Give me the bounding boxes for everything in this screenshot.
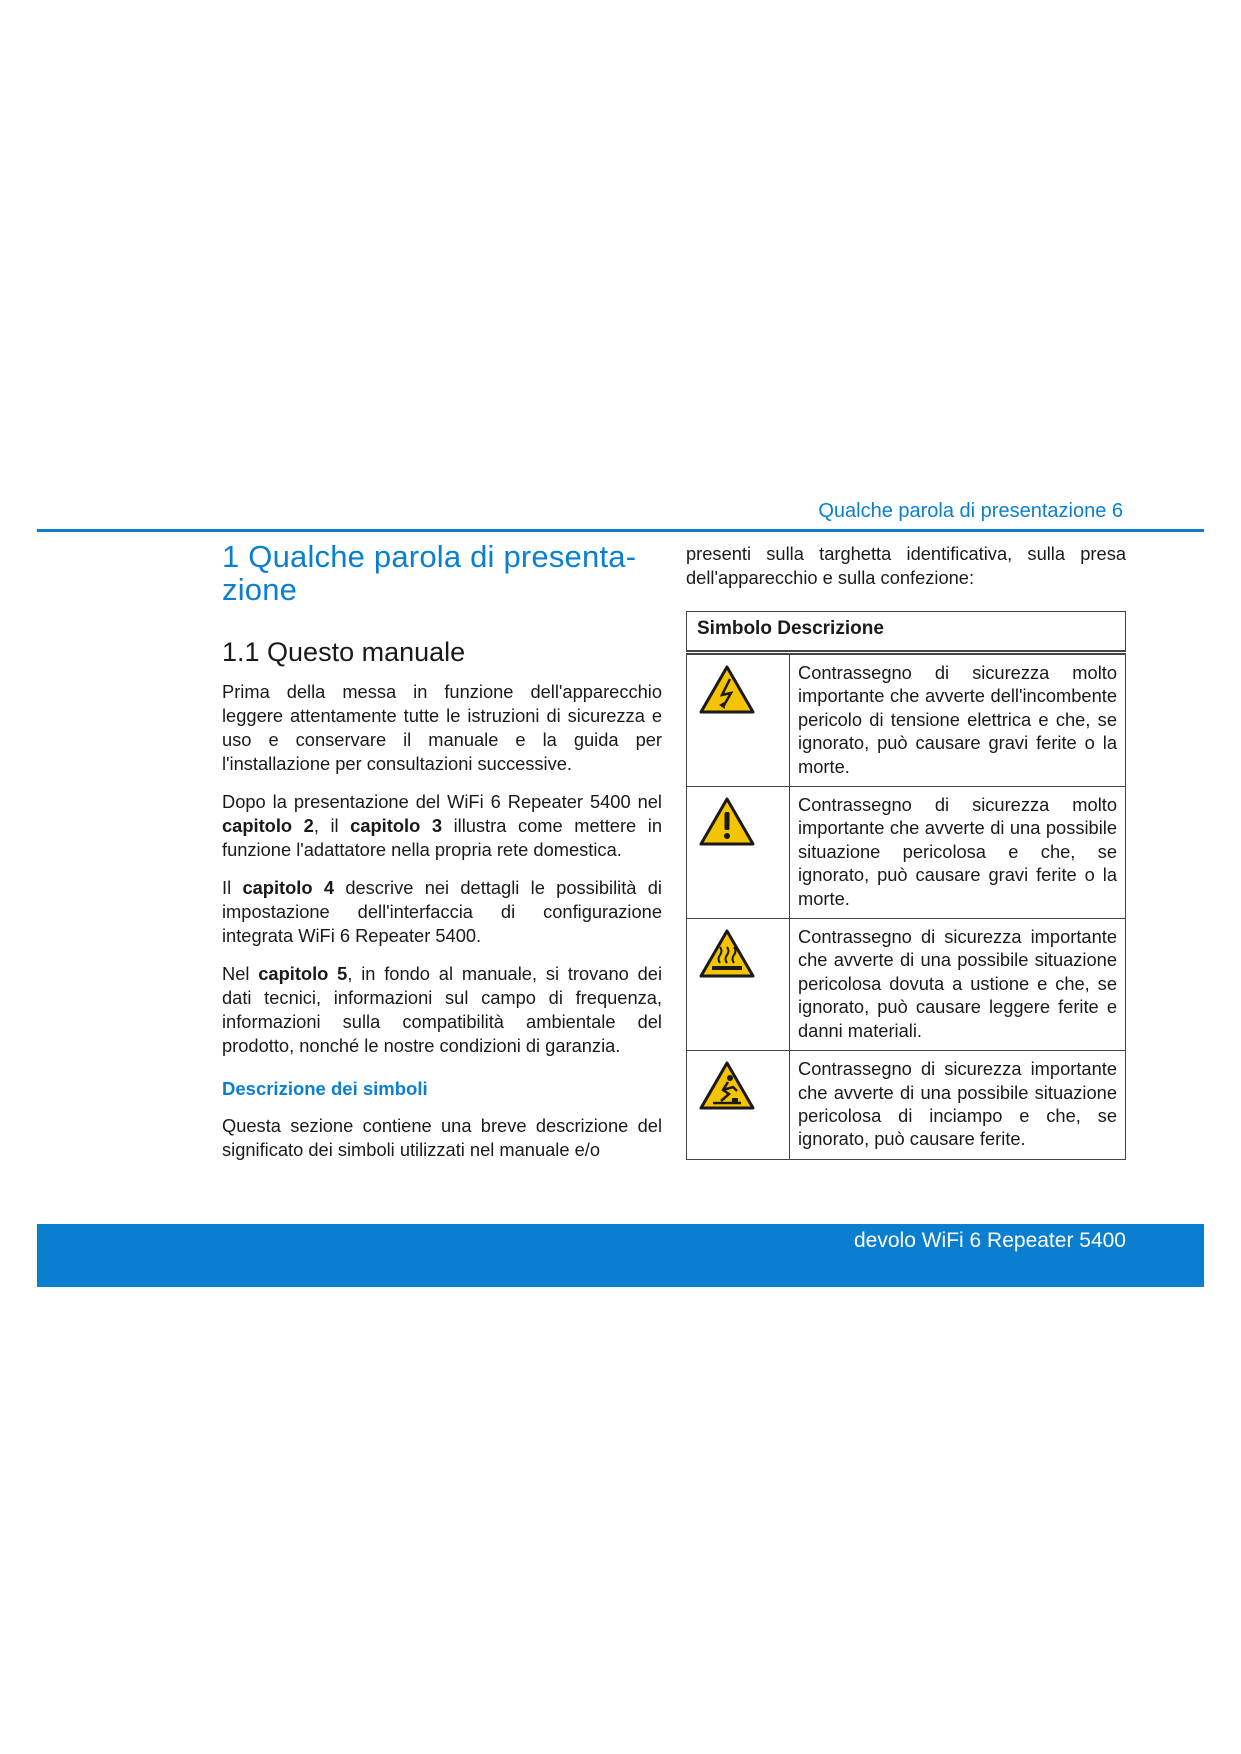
- description-cell: Contrassegno di sicurezza importante che avverte di una possibile situazione pericolosa dovuta a ustione e che, se ignorato, può causare leggere ferite e danni materiali.: [790, 919, 1126, 1051]
- page-header: [0, 0, 1241, 540]
- description-cell: Contrassegno di sicurezza importante che avverte di una possibile situazione pericolosa di inciampo e che, se ignorato, può causare ferite.: [790, 1051, 1126, 1160]
- description-cell: Contrassegno di sicurezza molto importante che avverte di una possibile situazione pericolosa e che, se ignorato, può causare gravi ferite o la morte.: [790, 787, 1126, 919]
- col-header-description: Descrizione: [777, 618, 884, 639]
- symbol-cell: [687, 1051, 790, 1160]
- running-head: Qualche parola di presentazione 6: [818, 500, 1123, 522]
- p4-text-c: , in fondo al manuale, si trovano dei dati tecnici, informazioni sul campo di frequenza, informazioni sulla compatibilità ambientale del prodotto, nonché le nostre condizioni di garanzia.: [222, 963, 663, 1056]
- chapter-title: 1 Qualche parola di presenta-zione: [222, 539, 637, 607]
- table-header: [687, 612, 1126, 653]
- paragraph-4: [222, 962, 662, 1058]
- table-header-row: [687, 612, 1126, 653]
- intro-continuation: presenti sulla targhetta identificativa, sulla presa dell'apparecchio e sulla confezione:: [686, 543, 1126, 588]
- left-column: [222, 536, 662, 1176]
- hot-surface-icon: [699, 929, 755, 979]
- right-column: [686, 536, 1126, 590]
- table-row: [687, 787, 1126, 919]
- p2-bold-chapter-3: capitolo 3: [350, 815, 442, 836]
- symbol-cell: [687, 787, 790, 919]
- p3-bold-chapter-4: capitolo 4: [242, 877, 335, 898]
- description-cell: Contrassegno di sicurezza molto importante che avverte dell'incombente pericolo di tensione elettrica e che, se ignorato, può causare gravi ferite o la morte.: [790, 653, 1126, 787]
- p4-text-a: Nel: [222, 963, 259, 984]
- paragraph-3: [222, 876, 662, 948]
- p2-text-c: , il: [313, 815, 351, 836]
- paragraph-1: Prima della messa in funzione dell'apparecchio leggere attentamente tutte le istruzioni di sicurezza e uso e conservare il manuale e la guida per l'installazione per consultazioni successive.: [222, 681, 662, 774]
- subheading-symbols: Descrizione dei simboli: [222, 1078, 428, 1099]
- p2-bold-chapter-2: capitolo 2: [222, 815, 314, 836]
- table-row: [687, 1051, 1126, 1160]
- section-title: 1.1 Questo manuale: [222, 637, 466, 667]
- p3-text-a: Il: [222, 877, 243, 898]
- symbol-cell: [687, 919, 790, 1051]
- symbol-cell: [687, 653, 790, 787]
- symbol-table: [686, 611, 1126, 1160]
- footer-band: [37, 1224, 1204, 1287]
- table-row: [687, 919, 1126, 1051]
- p4-bold-chapter-5: capitolo 5: [258, 963, 348, 984]
- electric-hazard-icon: [699, 665, 755, 715]
- p3-text-c: descrive nei dettagli le possibilità di impostazione dell'interfaccia di configurazione integrata WiFi 6 Repeater 5400.: [222, 877, 662, 946]
- paragraph-2: [222, 790, 662, 862]
- header-rule: [37, 529, 1204, 532]
- trip-hazard-icon: [699, 1061, 755, 1111]
- footer-product-name: devolo WiFi 6 Repeater 5400: [854, 1229, 1126, 1252]
- p2-text-d: illustra come mettere in funzione l'adattatore nella propria rete domestica.: [222, 815, 663, 860]
- paragraph-5: Questa sezione contiene una breve descrizione del significato dei simboli utilizzati nel manuale e/o: [222, 1115, 662, 1160]
- col-header-symbol: Simbolo: [697, 618, 772, 639]
- p2-text-a: Dopo la presentazione del WiFi 6 Repeater 5400 nel: [222, 791, 662, 812]
- table-row: [687, 653, 1126, 787]
- general-warning-icon: [699, 797, 755, 847]
